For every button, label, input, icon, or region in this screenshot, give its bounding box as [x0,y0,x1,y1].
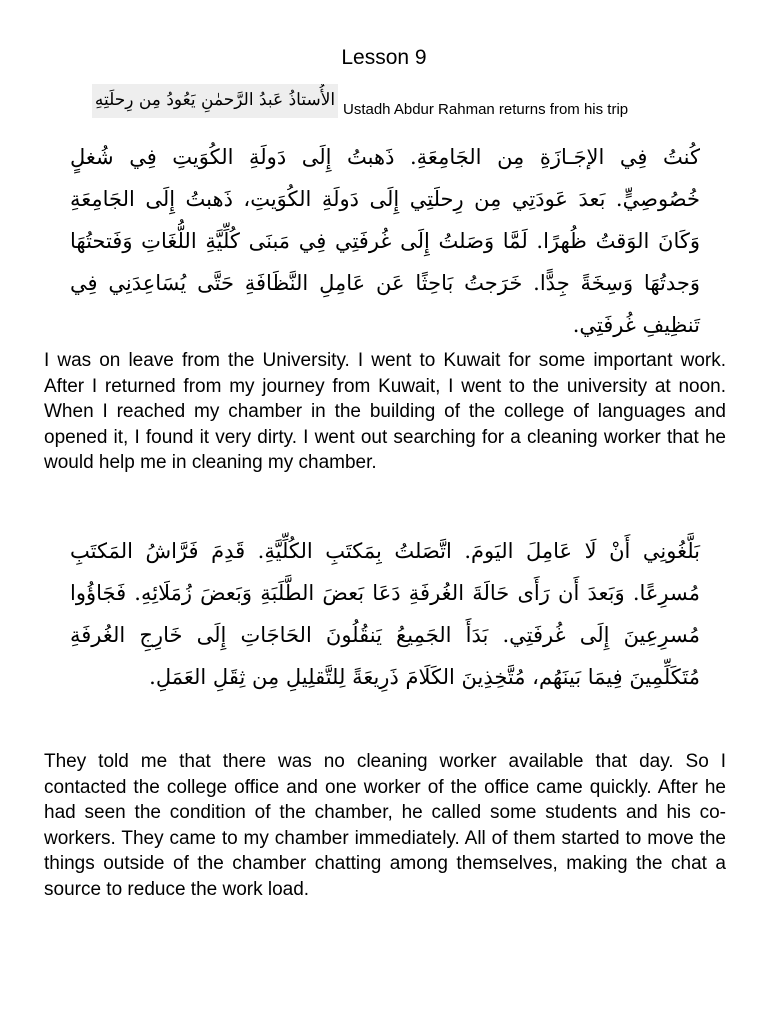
english-translation-1: I was on leave from the University. I went to Kuwait for some important work. After I returned from my journey from Kuwait, I went to the university at noon. When I reached my chamber in the building of the college of languages and opened it, I found it very dirty. I went out searching for a cleaning worker that he would help me in cleaning my chamber. [44,350,726,473]
subtitle-arabic: الأُستاذُ عَبدُ الرَّحمٰنِ يَعُودُ مِن رِحلَتِهِ [92,84,338,118]
arabic-paragraph-2: بَلَّغُونِي أَنْ لَا عَامِلَ اليَومَ. اتَّصَلتُ بِمَكتَبِ الكُلِّيَّةِ. قَدِمَ فَرَّاشُ المَكتَبِ مُسرِعًا. وَبَعدَ أَن رَأَى حَالَةَ الغُرفَةِ دَعَا بَعضَ الطَّلَبَةِ وَبَعضَ زُمَلَائِهِ. فَجَاؤُوا مُسرِعِينَ إِلَى غُرفَتِي. بَدَأَ الجَمِيعُ يَنقُلُونَ الحَاجَاتِ إِلَى خَارِجِ الغُرفَةِ مُتَكَلِّمِينَ فِيمَا بَينَهُم، مُتَّخِذِينَ الكَلَامَ ذَرِيعَةً لِلتَّقلِيلِ مِن ثِقَلِ العَمَلِ. [70,539,700,689]
lesson-title: Lesson 9 [341,46,427,69]
english-translation-2: They told me that there was no cleaning worker available that day. So I contacted the college office and one worker of the office came quickly. After he had seen the condition of the chamber, he called some students and his co-workers. They came to my chamber immediately. All of them started to move the things outside of the chamber chatting among themselves, making the chat a source to reduce the work load. [44,751,726,900]
subtitle-english: Ustadh Abdur Rahman returns from his trip [343,101,629,118]
arabic-paragraph-1: كُنتُ فِي الإجَـازَةِ مِن الجَامِعَةِ. ذَهبتُ إِلَى دَولَةِ الكُوَيتِ فِي شُغلٍ خُصُوصِيٍّ. بَعدَ عَودَتِي مِن رِحلَتِي إِلَى دَولَةِ الكُوَيتِ، ذَهبتُ إِلَى الجَامِعَةِ وَكَانَ الوَقتُ ظُهرًا. لَمَّا وَصَلتُ إِلَى غُرفَتِي فِي مَبنَى كُلِّيَّةِ اللُّغَاتِ وَفَتحتُهَا وَجدتُهَا وَسِخَةً جِدًّا. خَرَجتُ بَاحِثًا عَن عَامِلِ النَّظَافَةِ حَتَّى يُسَاعِدَنِي فِي تَنظِيفِ غُرفَتِي. [70,145,700,337]
lesson-subtitle [92,84,712,120]
